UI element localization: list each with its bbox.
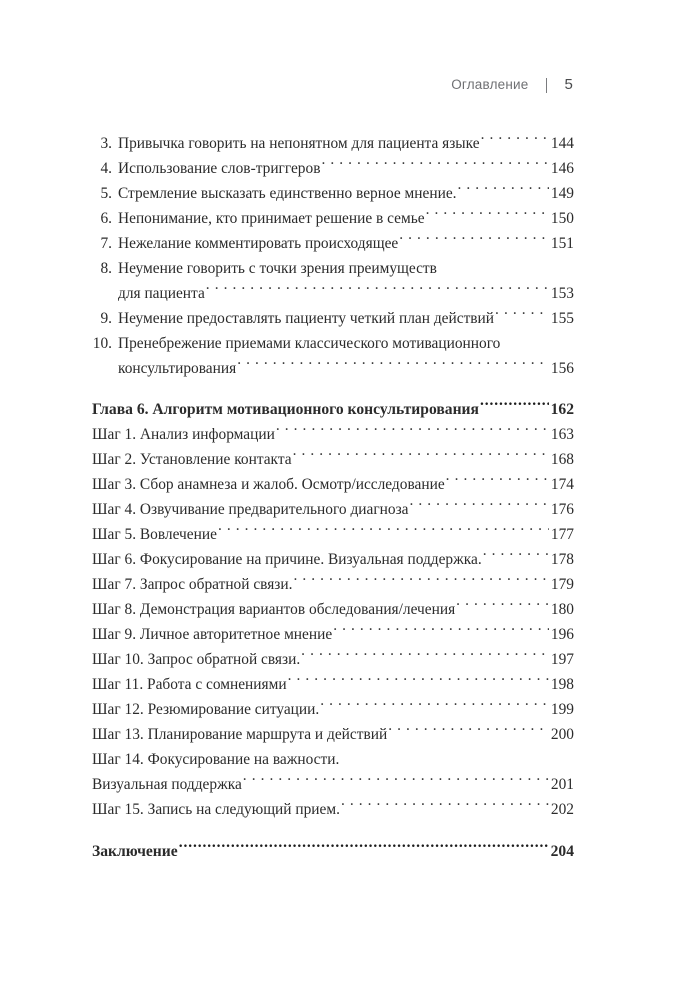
toc-entry-body (118, 181, 574, 206)
toc-entry-page-number: 151 (550, 235, 574, 252)
toc-entry-label: консультирования (118, 360, 237, 377)
toc-entry-page-number: 150 (550, 210, 574, 227)
table-of-contents (92, 131, 574, 864)
toc-entry-page-number: 199 (550, 701, 574, 718)
toc-entry-step[interactable] (92, 622, 574, 647)
toc-entry-number: 6. (100, 210, 112, 227)
toc-entry-continuation[interactable] (92, 772, 574, 797)
toc-entry-page-number: 162 (550, 401, 574, 418)
toc-entry-chapter[interactable] (92, 397, 574, 422)
toc-entry-label: Шаг 10. Запрос обратной связи. (92, 651, 301, 668)
toc-entry-label: Шаг 6. Фокусирование на причине. Визуальная поддержка. (92, 551, 482, 568)
toc-entry-numbered[interactable] (92, 181, 574, 206)
dot-leader (399, 233, 549, 248)
dot-leader (446, 474, 549, 489)
toc-entry-page-number: 168 (550, 451, 574, 468)
dot-leader (483, 549, 549, 564)
toc-entry-page-number: 144 (550, 135, 574, 152)
dot-leader (458, 183, 549, 198)
toc-entry-page-number: 146 (550, 160, 574, 177)
toc-entry-number: 3. (100, 135, 112, 152)
toc-entry-body (118, 231, 574, 256)
toc-entry-number: 10. (92, 335, 112, 352)
toc-entry-step[interactable] (92, 572, 574, 597)
toc-entry-label: Шаг 5. Вовлечение (92, 526, 217, 543)
dot-leader (410, 499, 549, 514)
toc-entry-step[interactable] (92, 647, 574, 672)
dot-leader (501, 333, 573, 348)
toc-entry-label: Заключение (92, 843, 178, 860)
dot-leader (293, 449, 549, 464)
toc-entry-label: Шаг 2. Установление контакта (92, 451, 292, 468)
dot-leader (243, 774, 549, 789)
toc-entry-label: Использование слов-триггеров (118, 160, 321, 177)
toc-entry-step[interactable] (92, 747, 574, 772)
dot-leader (293, 574, 548, 589)
toc-entry-number: 5. (100, 185, 112, 202)
dot-leader (320, 699, 549, 714)
toc-entry-body (118, 131, 574, 156)
dot-leader (321, 158, 548, 173)
toc-entry-label: Шаг 1. Анализ информации (92, 426, 275, 443)
toc-entry-page-number: 196 (550, 626, 574, 643)
dot-leader (206, 283, 549, 298)
toc-entry-label: Глава 6. Алгоритм мотивационного консультирования (92, 401, 479, 418)
dot-leader (333, 624, 549, 639)
toc-entry-label: Непонимание, кто принимает решение в семье (118, 210, 425, 227)
dot-leader (438, 258, 573, 273)
dot-leader (388, 724, 549, 739)
dot-leader (179, 840, 549, 856)
toc-entry-label: Шаг 4. Озвучивание предварительного диагноза (92, 501, 409, 518)
toc-entry-page-number: 180 (550, 601, 574, 618)
toc-entry-body (118, 156, 574, 181)
dot-leader (456, 599, 549, 614)
toc-entry-page-number: 177 (550, 526, 574, 543)
toc-entry-label: Шаг 15. Запись на следующий прием. (92, 801, 340, 818)
dot-leader (301, 649, 549, 664)
toc-entry-page-number: 174 (550, 476, 574, 493)
toc-entry-page-number: 178 (550, 551, 574, 568)
dot-leader (218, 524, 549, 539)
running-head-page-number: 5 (564, 76, 573, 93)
toc-entry-label: Шаг 7. Запрос обратной связи. (92, 576, 293, 593)
running-head (451, 76, 573, 93)
toc-entry-step[interactable] (92, 547, 574, 572)
toc-entry-label: Неумение говорить с точки зрения преимуществ (118, 260, 437, 277)
toc-entry-numbered[interactable] (92, 206, 574, 231)
toc-entry-numbered[interactable] (92, 331, 574, 356)
toc-entry-step[interactable] (92, 722, 574, 747)
running-head-title: Оглавление (451, 77, 529, 92)
toc-entry-numbered[interactable] (92, 156, 574, 181)
toc-entry-label: Шаг 3. Сбор анамнеза и жалоб. Осмотр/исследование (92, 476, 445, 493)
toc-entry-page-number: 200 (550, 726, 574, 743)
toc-entry-step[interactable] (92, 422, 574, 447)
toc-entry-step[interactable] (92, 447, 574, 472)
toc-entry-step[interactable] (92, 597, 574, 622)
toc-entry-body (118, 256, 574, 281)
toc-entry-label: Стремление высказать единственно верное мнение. (118, 185, 457, 202)
toc-entry-continuation[interactable] (92, 356, 574, 381)
toc-entry-label: для пациента (118, 285, 205, 302)
dot-leader (341, 799, 549, 814)
toc-entry-page-number: 155 (550, 310, 574, 327)
toc-entry-numbered[interactable] (92, 131, 574, 156)
toc-entry-number: 7. (100, 235, 112, 252)
running-head-separator (546, 78, 547, 93)
toc-entry-label: Шаг 13. Планирование маршрута и действий (92, 726, 388, 743)
toc-entry-numbered[interactable] (92, 306, 574, 331)
dot-leader (480, 398, 549, 414)
dot-leader (426, 208, 549, 223)
toc-entry-page-number: 149 (550, 185, 574, 202)
toc-entry-number: 8. (100, 260, 112, 277)
toc-entry-label: Шаг 12. Резюмирование ситуации. (92, 701, 320, 718)
toc-entry-page-number: 197 (550, 651, 574, 668)
dot-leader (288, 674, 549, 689)
toc-entry-page-number: 153 (550, 285, 574, 302)
dot-leader (340, 749, 573, 764)
toc-entry-label: Привычка говорить на непонятном для пациента языке (118, 135, 480, 152)
toc-entry-label: Шаг 9. Личное авторитетное мнение (92, 626, 333, 643)
toc-entry-step[interactable] (92, 472, 574, 497)
toc-entry-label: Неумение предоставлять пациенту четкий план действий (118, 310, 495, 327)
dot-leader (495, 308, 549, 323)
toc-entry-body (118, 206, 574, 231)
toc-entry-label: Шаг 11. Работа с сомнениями (92, 676, 287, 693)
dot-leader (237, 358, 549, 373)
toc-entry-page-number: 156 (550, 360, 574, 377)
toc-entry-step[interactable] (92, 497, 574, 522)
toc-entry-number: 9. (100, 310, 112, 327)
dot-leader (481, 133, 549, 148)
toc-entry-page-number: 204 (550, 843, 574, 860)
toc-entry-body (118, 306, 574, 331)
toc-entry-page-number: 176 (550, 501, 574, 518)
toc-entry-label: Шаг 14. Фокусирование на важности. (92, 751, 340, 768)
toc-entry-step[interactable] (92, 797, 574, 822)
dot-leader (276, 424, 549, 439)
toc-entry-number: 4. (100, 160, 112, 177)
toc-entry-numbered[interactable] (92, 231, 574, 256)
toc-entry-step[interactable] (92, 522, 574, 547)
toc-entry-label: Пренебрежение приемами классического мотивационного (118, 335, 501, 352)
toc-entry-numbered[interactable] (92, 256, 574, 281)
toc-entry-page-number: 179 (550, 576, 574, 593)
toc-entry-body (118, 331, 574, 356)
toc-entry-page-number: 201 (550, 776, 574, 793)
toc-entry-step[interactable] (92, 672, 574, 697)
toc-entry-page-number: 202 (550, 801, 574, 818)
toc-entry-label: Шаг 8. Демонстрация вариантов обследования/лечения (92, 601, 456, 618)
toc-entry-label: Нежелание комментировать происходящее (118, 235, 399, 252)
toc-entry-step[interactable] (92, 697, 574, 722)
toc-entry-section[interactable] (92, 839, 574, 864)
toc-entry-page-number: 163 (550, 426, 574, 443)
toc-entry-continuation[interactable] (92, 281, 574, 306)
toc-entry-page-number: 198 (550, 676, 574, 693)
toc-entry-label: Визуальная поддержка (92, 776, 242, 793)
